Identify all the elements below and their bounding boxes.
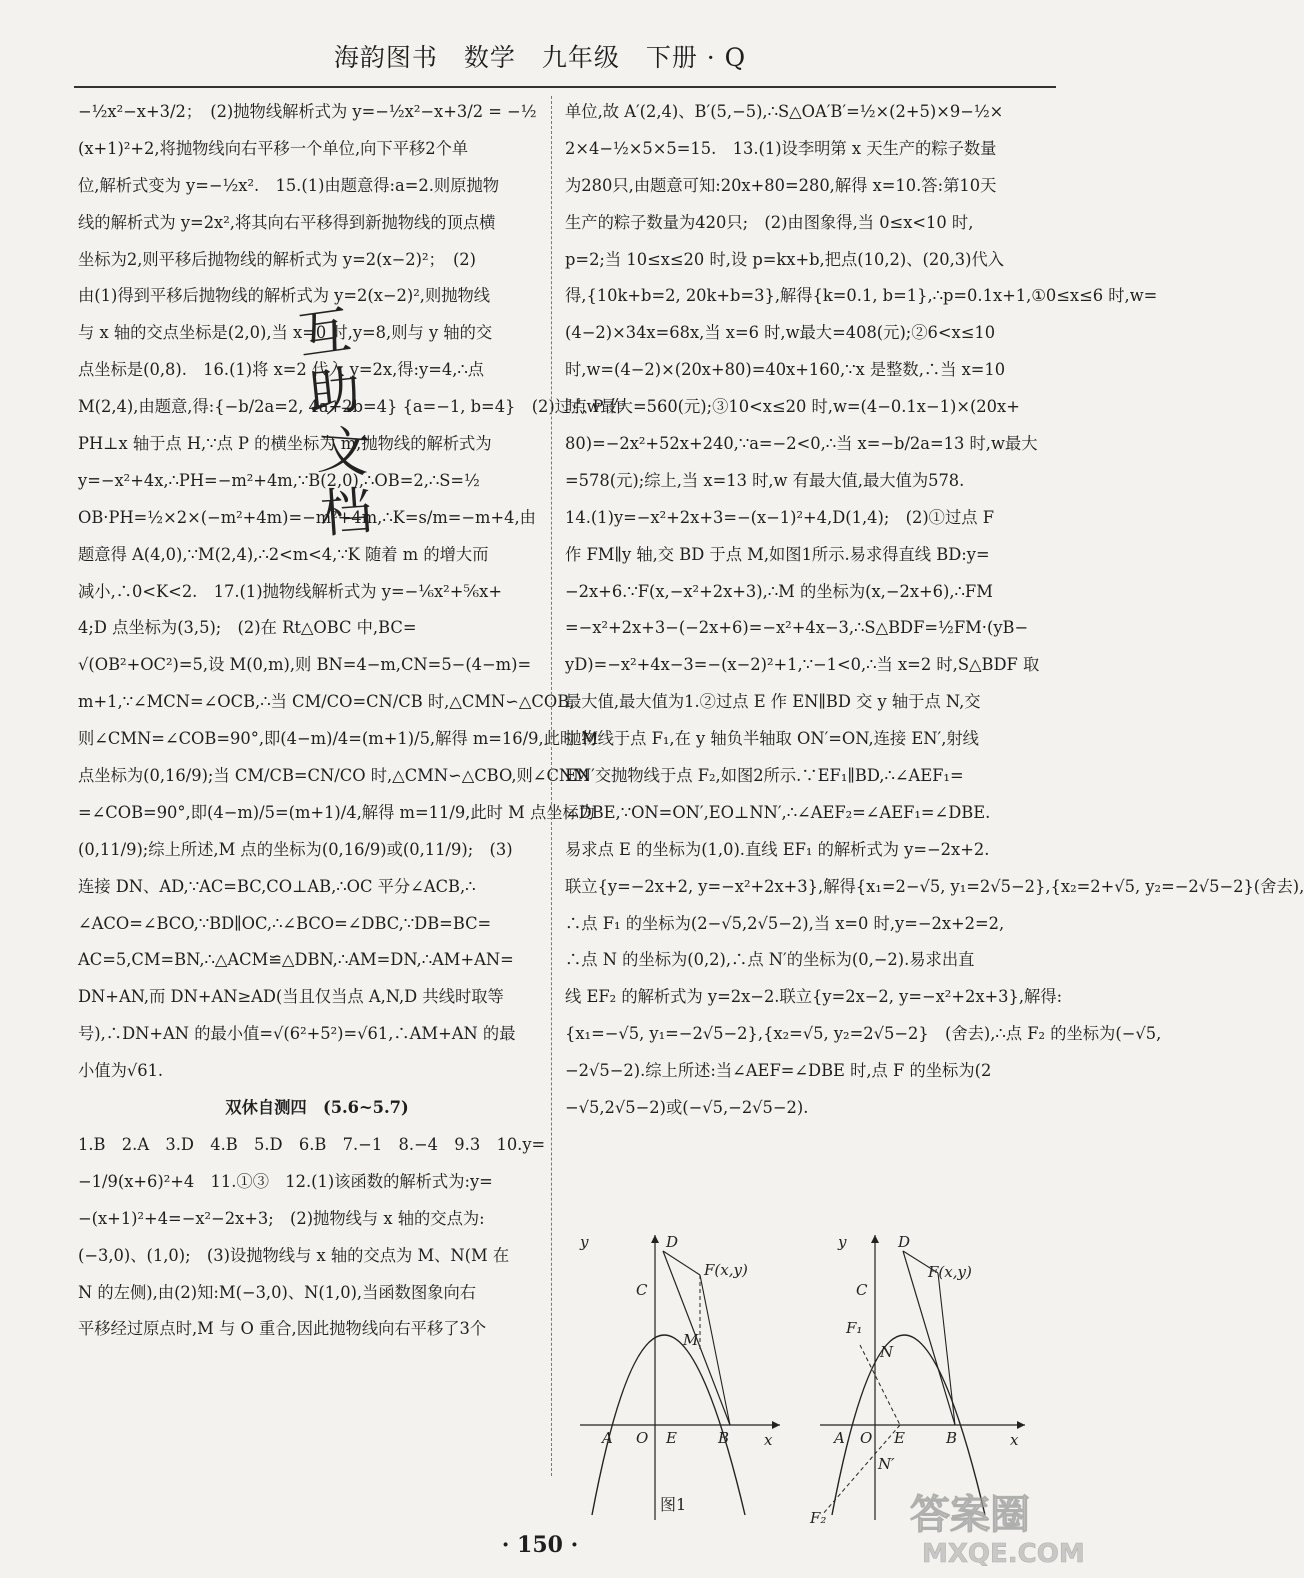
text-line: 号),∴DN+AN 的最小值=√(6²+5²)=√61,∴AM+AN 的最: [78, 1024, 516, 1044]
label-f2: F₂: [810, 1509, 827, 1527]
text-line: ∠ACO=∠BCO,∵BD∥OC,∴∠BCO=∠DBC,∵DB=BC=: [78, 913, 492, 933]
text-line: 连接 DN、AD,∵AC=BC,CO⊥AB,∴OC 平分∠ACB,∴: [78, 876, 476, 896]
text-line: ∠DBE,∵ON=ON′,EO⊥NN′,∴∠AEF₂=∠AEF₁=∠DBE.: [565, 802, 991, 822]
text-line: N 的左侧),由(2)知:M(−3,0)、N(1,0),当函数图象向右: [78, 1282, 477, 1302]
label-c: C: [856, 1281, 868, 1299]
text-line: yD)=−x²+4x−3=−(x−2)²+1,∵−1<0,∴当 x=2 时,S△BDF 取: [565, 655, 1040, 675]
text-line: 抛物线于点 F₁,在 y 轴负半轴取 ON′=ON,连接 EN′,射线: [565, 729, 979, 749]
text-line: −½x²−x+3/2； (2)抛物线解析式为 y=−½x²−x+3/2 = −½: [78, 102, 537, 121]
left-column: [78, 94, 625, 1348]
text-line: 为280只,由题意可知:20x+80=280,解得 x=10.答:第10天: [565, 175, 997, 195]
handwritten-mark-svg: [290, 290, 400, 546]
label-f: F(x,y): [704, 1261, 748, 1279]
text-line: (0,11/9);综上所述,M 点的坐标为(0,16/9)或(0,11/9); (3): [78, 839, 513, 859]
label-n-prime: N′: [878, 1455, 895, 1473]
text-line: AC=5,CM=BN,∴△ACM≌△DBN,∴AM=DN,∴AM+AN=: [78, 950, 514, 970]
x-arrow: [1017, 1421, 1025, 1429]
text-line: 位,解析式变为 y=−½x². 15.(1)由题意得:a=2.则原抛物: [78, 175, 500, 195]
text-line: =∠COB=90°,即(4−m)/5=(m+1)/4,解得 m=11/9,此时 M 点坐标为: [78, 802, 596, 822]
text-line: 80)=−2x²+52x+240,∵a=−2<0,∴当 x=−b/2a=13 时,w最大: [565, 434, 1038, 454]
text-line: 线 EF₂ 的解析式为 y=2x−2.联立{y=2x−2, y=−x²+2x+3},解得:: [565, 987, 1063, 1007]
label-m: M: [683, 1331, 699, 1349]
text-line: =578(元);综上,当 x=13 时,w 有最大值,最大值为578.: [565, 470, 965, 490]
text-line: 时,w最大=560(元);③10<x≤20 时,w=(4−0.1x−1)×(20x+: [565, 397, 1020, 417]
text-line: p=2;当 10≤x≤20 时,设 p=kx+b,把点(10,2)、(20,3)代入: [565, 249, 1005, 269]
watermark-svg: [900, 1480, 1085, 1570]
text-line: 4;D 点坐标为(3,5); (2)在 Rt△OBC 中,BC=: [78, 618, 417, 638]
text-line: −1/9(x+6)²+4 11.①③ 12.(1)该函数的解析式为:y=: [78, 1171, 493, 1191]
label-f: F(x,y): [928, 1263, 972, 1281]
text-line: −2√5−2).综上所述:当∠AEF=∠DBE 时,点 F 的坐标为(2: [565, 1061, 992, 1081]
text-line: (4−2)×34x=68x,当 x=6 时,w最大=408(元);②6<x≤10: [565, 323, 996, 343]
line-fb: [938, 1273, 955, 1425]
watermark-text: 答案圈: [910, 1492, 1030, 1538]
label-a: A: [834, 1429, 845, 1447]
page-header: 海韵图书 数学 九年级 下册 · Q: [333, 43, 747, 72]
label-y: y: [580, 1233, 589, 1251]
handwriting-char: 互: [294, 300, 355, 368]
label-e: E: [894, 1429, 905, 1447]
line-fb: [700, 1275, 730, 1425]
header-rule: [74, 86, 1056, 88]
text-line: 与 x 轴的交点坐标是(2,0),当 x=0 时,y=8,则与 y 轴的交: [78, 323, 493, 343]
label-y: y: [838, 1233, 847, 1251]
text-line: 减小,∴0<K<2. 17.(1)抛物线解析式为 y=−⅙x²+⅚x+: [78, 581, 502, 601]
handwriting-char: 档: [318, 481, 375, 546]
text-line: OB·PH=½×2×(−m²+4m)=−m²+4m,∴K=s/m=−m+4,由: [78, 507, 536, 527]
text-line: {x₁=−√5, y₁=−2√5−2},{x₂=√5, y₂=2√5−2} (舍去),∴点 F₂ 的坐标为(−√5,: [565, 1024, 1162, 1044]
label-x: x: [764, 1431, 773, 1449]
handwriting-char: 文: [315, 420, 372, 485]
label-o: O: [860, 1429, 873, 1447]
figure-1: [570, 1225, 800, 1525]
text-line: −√5,2√5−2)或(−√5,−2√5−2).: [565, 1098, 809, 1118]
column-divider: [551, 96, 552, 1476]
text-line: (x+1)²+2,将抛物线向右平移一个单位,向下平移2个单: [78, 138, 469, 158]
text-line: 最大值,最大值为1.②过点 E 作 EN∥BD 交 y 轴于点 N,交: [565, 692, 981, 712]
text-line: 则∠CMN=∠COB=90°,即(4−m)/4=(m+1)/5,解得 m=16/9,此时 M: [78, 729, 599, 749]
text-line: 小值为√61.: [78, 1061, 164, 1081]
section-heading: 双休自测四 (5.6~5.7): [225, 1098, 409, 1118]
text-line: 易求点 E 的坐标为(1,0).直线 EF₁ 的解析式为 y=−2x+2.: [565, 839, 990, 859]
text-line: 得,{10k+b=2, 20k+b=3},解得{k=0.1, b=1},∴p=0.1x+1,①0≤x≤6 时,w=: [565, 286, 1158, 306]
text-line: √(OB²+OC²)=5,设 M(0,m),则 BN=4−m,CN=5−(4−m)=: [78, 655, 532, 675]
text-line: EN′交抛物线于点 F₂,如图2所示.∵EF₁∥BD,∴∠AEF₁=: [565, 766, 964, 786]
y-arrow: [871, 1235, 879, 1243]
text-line: 生产的粽子数量为420只; (2)由图象得,当 0≤x<10 时,: [565, 212, 974, 232]
text-line: 2×4−½×5×5=15. 13.(1)设李明第 x 天生产的粽子数量: [565, 138, 997, 158]
label-a: A: [602, 1429, 613, 1447]
right-column: [565, 94, 1304, 1127]
text-line: 14.(1)y=−x²+2x+3=−(x−1)²+4,D(1,4); (2)①过点 F: [565, 507, 994, 527]
text-line: ∴点 N 的坐标为(0,2),∴点 N′的坐标为(0,−2).易求出直: [565, 950, 975, 970]
watermark-url: MXQE.COM: [922, 1539, 1085, 1569]
text-line: (−3,0)、(1,0); (3)设抛物线与 x 轴的交点为 M、N(M 在: [78, 1245, 510, 1265]
watermark-logo: [900, 1480, 1085, 1570]
text-line: 由(1)得到平移后抛物线的解析式为 y=2(x−2)²,则抛物线: [78, 286, 491, 306]
label-n: N: [880, 1343, 894, 1361]
text-line: 线的解析式为 y=2x²,将其向右平移得到新抛物线的顶点横: [78, 212, 496, 232]
label-e: E: [666, 1429, 677, 1447]
page-number: · 150 ·: [501, 1532, 579, 1558]
figure-caption: 图1: [660, 1495, 687, 1514]
handwritten-mark: [290, 290, 400, 546]
text-line: M(2,4),由题意,得:{−b/2a=2, 4a+2b=4} {a=−1, b=4} (2)过点 P 作: [78, 397, 625, 417]
text-line: 1.B 2.A 3.D 4.B 5.D 6.B 7.−1 8.−4 9.3 10.y=: [78, 1134, 546, 1154]
text-line: 坐标为2,则平移后抛物线的解析式为 y=2(x−2)²； (2): [78, 249, 477, 269]
y-arrow: [651, 1235, 659, 1243]
label-b: B: [946, 1429, 958, 1447]
label-f1: F₁: [846, 1319, 863, 1337]
text-line: y=−x²+4x,∴PH=−m²+4m,∵B(2,0),∴OB=2,∴S=½: [78, 470, 480, 490]
text-line: m+1,∵∠MCN=∠OCB,∴当 CM/CO=CN/CB 时,△CMN∽△COB,: [78, 692, 575, 712]
line-df: [663, 1251, 700, 1275]
label-d: D: [898, 1233, 911, 1251]
label-c: C: [636, 1281, 648, 1299]
text-line: 点坐标是(0,8). 16.(1)将 x=2 代入 y=2x,得:y=4,∴点: [78, 360, 485, 380]
label-x: x: [1010, 1431, 1019, 1449]
text-line: 平移经过原点时,M 与 O 重合,因此抛物线向右平移了3个: [78, 1319, 487, 1339]
text-line: 题意得 A(4,0),∵M(2,4),∴2<m<4,∵K 随着 m 的增大而: [78, 544, 489, 564]
label-d: D: [666, 1233, 679, 1251]
text-line: 作 FM∥y 轴,交 BD 于点 M,如图1所示.易求得直线 BD:y=: [565, 544, 990, 564]
handwriting-char: 助: [305, 360, 364, 426]
text-line: −(x+1)²+4=−x²−2x+3; (2)抛物线与 x 轴的交点为:: [78, 1208, 485, 1228]
text-line: 点坐标为(0,16/9);当 CM/CB=CN/CO 时,△CMN∽△CBO,则∠CNM: [78, 766, 590, 786]
label-o: O: [636, 1429, 649, 1447]
text-line: ∴点 F₁ 的坐标为(2−√5,2√5−2),当 x=0 时,y=−2x+2=2,: [565, 913, 1005, 933]
text-line: 单位,故 A′(2,4)、B′(5,−5),∴S△OA′B′=½×(2+5)×9−½×: [565, 102, 1004, 121]
text-line: =−x²+2x+3−(−2x+6)=−x²+4x−3,∴S△BDF=½FM·(yB−: [565, 618, 1029, 638]
label-b: B: [718, 1429, 730, 1447]
text-line: PH⊥x 轴于点 H,∵点 P 的横坐标为 m,抛物线的解析式为: [78, 434, 492, 454]
text-line: 联立{y=−2x+2, y=−x²+2x+3},解得{x₁=2−√5, y₁=2√5−2},{x₂=2+√5, y₂=−2√5−2}(舍去),: [565, 876, 1304, 896]
text-line: 时,w=(4−2)×(20x+80)=40x+160,∵x 是整数,∴当 x=10: [565, 360, 1006, 380]
text-line: −2x+6.∵F(x,−x²+2x+3),∴M 的坐标为(x,−2x+6),∴FM: [565, 581, 993, 601]
x-arrow: [772, 1421, 780, 1429]
text-line: DN+AN,而 DN+AN≥AD(当且仅当点 A,N,D 共线时取等: [78, 987, 504, 1007]
